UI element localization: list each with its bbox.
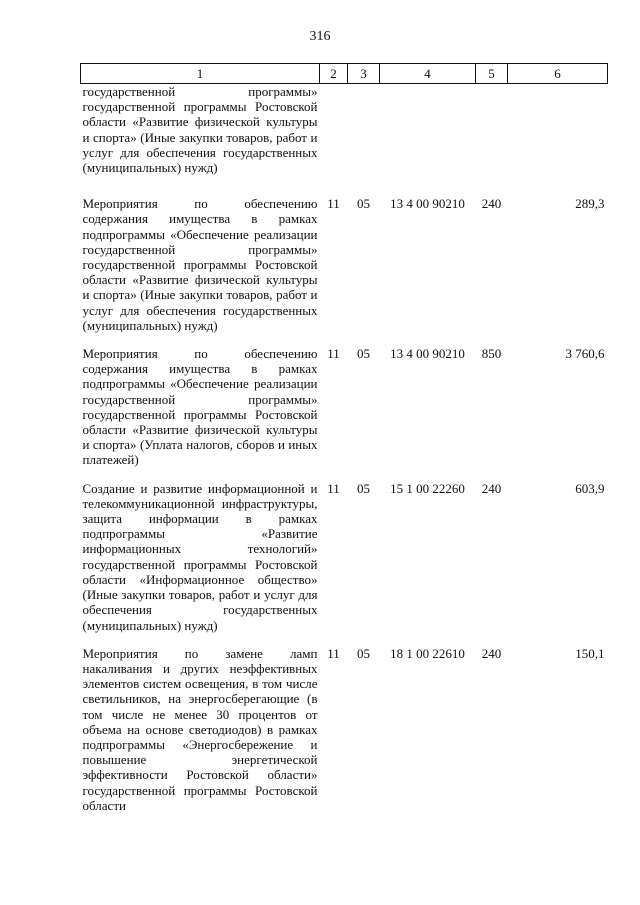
- row-amount: 289,3: [575, 196, 605, 212]
- row-amount: 603,9: [575, 480, 605, 496]
- row-subsection-code: 05: [357, 645, 370, 661]
- column-header-6: 6: [508, 64, 608, 84]
- row-section-code: 11: [327, 645, 340, 661]
- row-target-code: 13 4 00 90210: [390, 196, 465, 212]
- row-amount: 150,1: [575, 645, 605, 661]
- row-name: Мероприятия по обеспечению содержания имущества в рамках подпрограммы «Обеспечение реализации государственной программы» государственной программы Ростовской области «Развитие физической культуры и спорта» (Уплата налогов, сборов и иных платежей): [82, 346, 318, 468]
- row-amount: 3 760,6: [565, 346, 605, 362]
- column-header-1: 1: [81, 64, 320, 84]
- table-row: [81, 189, 608, 339]
- row-section-code: 11: [327, 480, 340, 496]
- row-subsection-code: 05: [357, 196, 370, 212]
- column-header-4: 4: [380, 64, 476, 84]
- row-subsection-code: 05: [357, 346, 370, 362]
- row-section-code: 11: [327, 346, 340, 362]
- row-expense-type: 240: [481, 480, 502, 496]
- table-row: [81, 639, 608, 819]
- table-row: [81, 339, 608, 474]
- row-expense-type: 240: [481, 645, 502, 661]
- row-name: Мероприятия по обеспечению содержания имущества в рамках подпрограммы «Обеспечение реализации государственной программы» государственной программы Ростовской области «Развитие физической культуры и спорта» (Иные закупки товаров, работ и услуг для обеспечения государственных (муниципальных) нужд): [82, 196, 318, 333]
- table-header-row: [81, 64, 608, 84]
- column-header-2: 2: [320, 64, 348, 84]
- budget-table: [80, 63, 608, 819]
- row-section-code: 11: [327, 196, 340, 212]
- row-target-code: 15 1 00 22260: [390, 480, 465, 496]
- row-target-code: 13 4 00 90210: [390, 346, 465, 362]
- column-header-5: 5: [476, 64, 508, 84]
- table-row: [81, 474, 608, 639]
- row-name: государственной программы» государственной программы Ростовской области «Развитие физической культуры и спорта» (Иные закупки товаров, работ и услуг для обеспечения государственных (муниципальных) нужд): [82, 84, 318, 176]
- column-header-3: 3: [348, 64, 380, 84]
- row-name: Создание и развитие информационной и телекоммуникационной инфраструктуры, защита информации в рамках подпрограммы «Развитие информационных технологий» государственной программы Ростовской области «Информационное общество» (Иные закупки товаров, работ и услуг для обеспечения государственных (муниципальных) нужд): [82, 480, 318, 633]
- row-name: Мероприятия по замене ламп накаливания и других неэффективных элементов систем освещения, в том числе светильников, на энергосберегающие (в том числе не менее 30 процентов от объема на основе светодиодов) в рамках подпрограммы «Энергосбережение и повышение энергетической эффективности Ростовской области» государственной программы Ростовской области: [82, 645, 318, 813]
- row-target-code: 18 1 00 22610: [390, 645, 465, 661]
- row-expense-type: 850: [481, 346, 502, 362]
- row-expense-type: 240: [481, 196, 502, 212]
- row-subsection-code: 05: [357, 480, 370, 496]
- page-number: 316: [309, 29, 331, 44]
- table-row-continuation: [81, 84, 608, 190]
